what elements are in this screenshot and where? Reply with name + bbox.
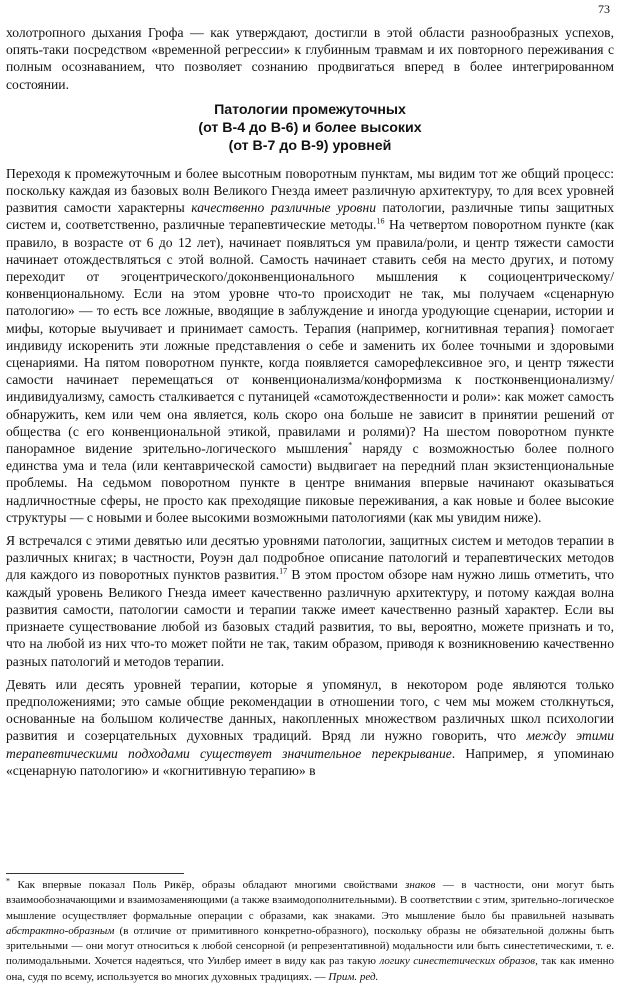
fn-text-a: Как впервые показал Поль Рикёр, образы обладают многими свойствами [10, 879, 406, 891]
fn-emphasis-2: абстрактно-образным [6, 924, 115, 937]
endnote-ref-16: 16 [376, 216, 385, 226]
p1-text-b: патологии, различные типы защитных систем и, соответственно, различные терапевтические методы. [6, 200, 614, 233]
paragraph-3 [6, 676, 614, 779]
paragraph-2 [6, 532, 614, 670]
footnote-divider [6, 873, 184, 874]
p2-text-b: В этом простом обзоре нам нужно лишь отметить, что каждый уровень Великого Гнезда имеет качественно различную архитектуру, и потому каждая волна развития самости, патологии самости и терапии также имеет качественно разный характер. Если вы признаете существование любой из базовых стадий развития, то вы, вероятно, можете признать и то, что на любой из них что-то может пойти не так, таким образом, приводя к возникновению качественно разных патологий и методов терапии. [6, 567, 614, 669]
intro-paragraph: холотропного дыхания Грофа — как утверждают, достигли в этой области разнообразных успехов, опять-таки посредством «временной регрессии» к глубинным травмам и их повторного переживания с полным осознаванием, что позволяет сознанию продвигаться вперед в более интегрированном состоянии. [6, 25, 614, 92]
p1-emphasis: качественно различные уровни [191, 200, 376, 216]
footnote-ref-star: * [348, 440, 353, 450]
heading-line-3: (от В-7 до В-9) уровней [228, 137, 392, 154]
p2-text-a: Я встречался с этими девятью или десятью уровнями патологии, защитных систем и методов терапии в различных книгах; в частности, Роуэн дал подробное описание патологий и терапевтических методов для каждого из поворотных пунктов развития. [6, 533, 614, 583]
fn-emphasis-1: знаков [405, 879, 436, 891]
footnote-text [6, 878, 614, 985]
p1-text-a: Переходя к промежуточным и более высотным поворотным пунктам, мы видим тот же общий процесс: поскольку каждая из базовых волн Великого Гнезда имеет различную архитектуру, то для всех уровней развития самости характерны [6, 165, 614, 216]
p3-emphasis: между этими терапевтическими подходами существует значительное перекрывание [6, 728, 614, 761]
p1-text-c: На четвертом поворотном пункте (как правило, в возрасте от 6 до 12 лет), начинает появляться ум правила/роли, и центр тяжести самости начинает отождествляться с этой волной. Самость начинает ставить себя на место других, и потому переходит от эгоцентрического/доконвенционального мышления к социоцентрическому/конвенциональному. Если на этом уровне что-то происходит не так, мы получаем «сценарную патологию» — то есть все ложные, вводящие в заблуждение и иногда уродующие сценарии, истории и мифы, которые выучивает и принимает самость. Терапия (например, когнитивная терапия} помогает индивиду искоренить эти ложные представления о себе и заменить их более точными и здоровыми сценариями. На пятом поворотном пункте, когда появляется саморефлексивное эго, и центр тяжести самости начинает перемещаться от конвенционализма/конформизма к постконвенционализму/индивидуализму, самость сталкивается с путаницей «самотождественности и роли»: как может самость обнаружить, кем или чем она является, коль скоро она больше не зависит в принятии решений от общества (с его конвенциональной этикой, правилами и ролями)? На шестом поворотном пункте панорамное видение зрительно-логического мышления [6, 217, 614, 457]
fn-text-b: — в частности, они могут быть взаимообозначающими и взаимозаменяющими (а также взаимодополнительными). В соответствии с этим, зрительно-логическое мышление осуществляет формальные операции с образами, как знаками. Это мышление было бы правильней называть [6, 879, 614, 922]
footnote [6, 878, 614, 985]
heading-line-1: Патологии промежуточных [214, 101, 406, 118]
endnote-ref-17: 17 [279, 566, 288, 576]
heading-line-2: (от В-4 до В-6) и более высоких [198, 119, 422, 136]
page-number: 73 [598, 2, 610, 16]
fn-text-d: , так как именно она, судя по всему, используется во многих духовных традициях. — [6, 955, 614, 983]
fn-text-c: (в отличие от примитивного конкретно-образного), поскольку образы не обязательной должны быть зрительными — они могут относиться к любой сенсорной (и репрезентативной) модальности или быть синестетическими, т. е. полимодальными. Хочется надеяться, что Уилбер имеет в виду как раз такую [6, 924, 614, 968]
footnote-mark: * [6, 876, 10, 886]
paragraph-1 [6, 165, 614, 526]
section-heading [6, 101, 614, 155]
main-text [6, 24, 614, 779]
p1-text-d: наряду с возможностью более полного единства ума и тела (или кентаврической самости) выдвигает на передний план экзистенциональные проблемы. На седьмом поворотном пункте в центре внимания впервые начинают оказываться надличностные сферы, не просто как преходящие пиковые переживания, а как новые и более высокие структуры — с новыми и более высокими возможными патологиями (как мы увидим ниже). [6, 441, 614, 525]
p3-text-a: Девять или десять уровней терапии, которые я упомянул, в некотором роде являются только предположениями; это самые общие рекомендации в отношении того, с чем мы можем столкнуться, основанные на большом количестве данных, накопленных множеством различных школ психологии развития и созерцательных духовных традиций. Вряд ли нужно говорить, что [6, 676, 614, 744]
fn-emphasis-3: логику синестетических образов [379, 955, 536, 968]
p3-text-b: . Например, я упоминаю «сценарную патологию» и «когнитивную терапию» в [6, 745, 614, 778]
fn-emphasis-4: Прим. ред. [328, 970, 379, 983]
